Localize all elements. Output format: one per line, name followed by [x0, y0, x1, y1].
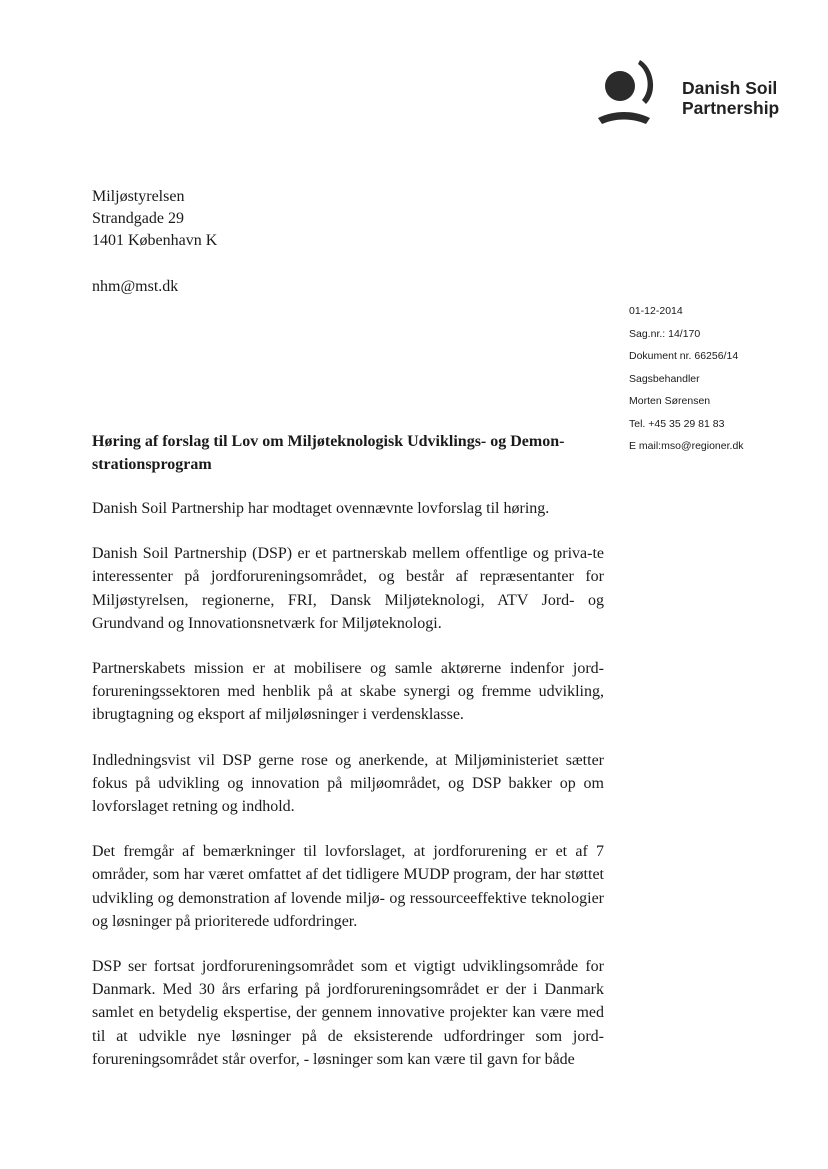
- meta-document-no: Dokument nr. 66256/14: [629, 350, 739, 362]
- letter-subject: Høring af forslag til Lov om Miljøteknologisk Udviklings- og Demon-strationsprogram: [92, 433, 565, 473]
- meta-email: E mail:mso@regioner.dk: [629, 440, 744, 452]
- body-paragraph-3: Partnerskabets mission er at mobilisere og samle aktørerne indenfor jord-forureningssektoren med henblik på at skabe synergi og fremme udvikling, ibrugtagning og eksport af miljøløsninger i verdensklasse.: [92, 660, 604, 724]
- recipient-email: nhm@mst.dk: [92, 278, 179, 295]
- case-metadata: [629, 300, 744, 458]
- meta-date: 01-12-2014: [629, 305, 683, 317]
- body-paragraph-2: Danish Soil Partnership (DSP) er et partnerskab mellem offentlige og priva-te interessenter på jordforureningsområdet, og består af repræsentanter for Miljøstyrelsen, regionerne, FRI, Dansk Miljøteknologi, ATV Jord- og Grundvand og Innovationsnetværk for Miljøteknologi.: [92, 545, 604, 632]
- recipient-address: [92, 186, 217, 252]
- dsp-logo-icon: [594, 52, 666, 132]
- body-paragraph-4: Indledningsvist vil DSP gerne rose og anerkende, at Miljøministeriet sætter fokus på udvikling og innovation på miljøområdet, og DSP bakker op om lovforslaget retning og indhold.: [92, 751, 604, 816]
- body-paragraph-5: Det fremgår af bemærkninger til lovforslaget, at jordforurening er et af 7 områder, som har været omfattet af det tidligere MUDP program, der har støttet udvikling og demonstration af lovende miljø- og ressourceeffektive teknologier og løsninger på prioriterede udfordringer.: [92, 843, 604, 930]
- logo-line-1: Danish Soil: [682, 78, 778, 98]
- recipient-street: Strandgade 29: [92, 210, 184, 227]
- body-paragraph-6: DSP ser fortsat jordforureningsområdet som et vigtigt udviklingsområde for Danmark. Med 30 års erfaring på jordforureningsområdet er der i Danmark samlet en betydelig ekspertise, der gennem innovative projekter kan være med til at udvikle nye løsninger på de eksisterende udfordringer som jord-forureningsområdet står overfor, - løsninger som kan være til gavn for både: [92, 958, 604, 1068]
- logo-text: [682, 78, 779, 118]
- meta-case-no: Sag.nr.: 14/170: [629, 327, 701, 340]
- logo-line-2: Partnership: [682, 98, 780, 118]
- dsp-logo: [594, 52, 794, 132]
- letter-body: [92, 497, 604, 1093]
- meta-phone: Tel. +45 35 29 81 83: [629, 417, 725, 430]
- recipient-name: Miljøstyrelsen: [92, 188, 185, 205]
- body-paragraph-1: Danish Soil Partnership har modtaget ovennævnte lovforslag til høring.: [92, 500, 550, 517]
- meta-handler-name: Morten Sørensen: [629, 395, 711, 407]
- recipient-city: 1401 København K: [92, 232, 218, 249]
- meta-handler-label: Sagsbehandler: [629, 372, 700, 385]
